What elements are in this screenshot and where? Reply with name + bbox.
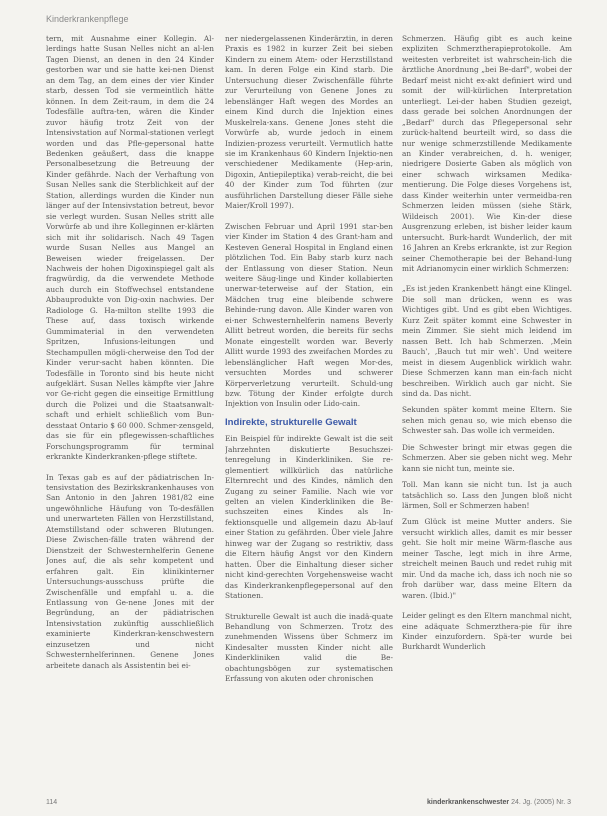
- column-right: [402, 34, 572, 794]
- paragraph: Leider gelingt es den Eltern manchmal nicht, eine adäquate Schmerzthera-pie für ihre Kinder einzufordern. Spä-ter wurde bei Burkhardt Wunderlich: [402, 611, 572, 652]
- paragraph: Zwischen Februar und April 1991 star-ben vier Kinder im Station 4 des Grant-ham and Kesteven General Hospital in England einen plötzlichen Tod. Ein Baby starb kurz nach der Entlassung von dieser Station. Neun weitere Säug-linge und Kinder kollabierten unerwar-teterweise auf der Station, ein Mädchen trug eine bleibende schwere Behinde-rung davon. Alle Kinder waren von ei-ner Schwesternhelferin namens Beverly Allitt betreut worden, die bereits für sechs Monate eingestellt worden war. Beverly Allitt wurde 1993 des zweifachen Mordes zu lebenslänglicher Haft wegen Mor-des, versuchten Mordes und schwerer Körperverletzung verurteilt. Schuld-ung bzw. Tötung der Kinder erfolgte durch Injektion von Insulin oder Lido-cain.: [225, 221, 393, 409]
- column-left: [46, 34, 214, 794]
- quote-paragraph: Toll. Man kann sie nicht tun. Ist ja auch tatsächlich so. Lass den Jungen bloß nicht lärmen, Soll er Schmerzen haben!: [402, 480, 572, 511]
- quote-paragraph: Sekunden später kommt meine Eltern. Sie sehen mich genau so, wie mich ebenso die Schwester sah. Das wolle ich vermeiden.: [402, 405, 572, 436]
- quote-paragraph: Die Schwester bringt mir etwas gegen die Schmerzen. Aber sie geben nicht weg. Mehr kann sie nicht tun, meinte sie.: [402, 442, 572, 473]
- paragraph: ner niedergelassenen Kinderärztin, in deren Praxis es 1982 in kurzer Zeit bei sieben Kindern zu einem Atem- oder Herzstillstand kam. In deren Folge ein Kind starb. Die Untersuchung dieser Zwischenfälle führte zur Verurteilung von Genene Jones zu lebenslänger Haft wegen des Mordes an einem Kind durch die Injektion eines Muskelrela-xans. Genene Jones steht die Vorwürfe ab, wurde jedoch in einem Indizien-prozess verurteilt. Vermutlich hatte sie im Krankenhaus 60 Kindern Injektio-nen verschiedener Medikamente (Hep-arin, Digoxin, Antiepileptika) verab-reicht, die bei 40 der Kinder zum Tod führten (zur ausführlichen Darstellung dieser Fälle siehe Maier/Kroll 1997).: [225, 34, 393, 211]
- paragraph: Schmerzen. Häufig gibt es auch keine expliziten Schmerztherapieprotokolle. Am weitesten verbreitet ist wahrschein-lich die ärztliche Anordnung „bei Be-darf", wobei der Bedarf meist nicht ex-akt definiert wird und somit der will-kürlichen Interpretation unterliegt. Lei-der haben Studien gezeigt, dass gerade bei solchen Anordnungen der „Bedarf" durch das Pflegepersonal sehr zurück-haltend beurteilt wird, so dass die nur wenige schmerzstillende Medikamente an Kinder verabreichen, d. h. weniger, niedrigere Dosierte Gaben als möglich von einer schwach wirksamen Medika-mentierung. Die Folge dieses Vorgehens ist, dass Kinder weiterhin unter vermeidba-ren Schmerzen leiden müssen (siehe Stärk, Wildeisch 2001). Wie Kin-der diese Ausgrenzung erleben, ist bisher leider kaum untersucht. Burk-hardt Wunderlich, der mit 16 Jahren an Krebs erkrankte, ist zur Region seiner Chemotherapie bei der Behand-lung mit Adrianomycin einer wirklich Schmerzen:: [402, 34, 572, 273]
- page-number: 114: [46, 799, 58, 806]
- quote-paragraph: „Es ist jeden Krankenbett hängt eine Klingel. Die soll man drücken, wenn es was Wichtiges gibt. Und es gibt eben Wichtiges. Kurz Zeit später kommt eine Schwester in mein Zimmer. Sie sieht mich leidend im nassen Bett. Ich hab Schmerzen. ‚Mein Bauch‛, ‚Bauch tut mir weh‛. Und weitere meist in diesem Augenblick wirklich wahr. Diese Schmerzen kann man ein-fach nicht beschreiben. Wirklich auch gar nicht. Sie sind da. Das nicht.: [402, 284, 572, 398]
- publication-title: kinderkrankenschwester: [427, 799, 510, 806]
- paragraph: tern, mit Ausnahme einer Kollegin. Al-lerdings hatte Susan Nelles nicht an al-len Tagen Dienst, an denen in den 24 Kinder gestorben war und sie hatte kei-nen Dienst an dem Tag, an dem eines der vier Kinder starb, dessen Tod sie vermeintlich hätte können. In dem Zeit-raum, in dem die 24 Todesfälle auftra-ten, wären die Kinder zuvor häufig trotz Zeit von der Intensivstation auf Normal-stationen verlegt worden und das Pfle-gepersonal hatte Bedenken geäußert, dass die knappe Personalbesetzung die Betreuung der Kinder gefährde. Nach der Verhaftung von Susan Nelles sank die Sterblichkeit auf der Station, allerdings wurden die Kinder nun länger auf der Intensivstation betreut, bevor sie verlegt wurden. Susan Nelles stritt alle Vorwürfe ab und ihre Kolleginnen er-klärten sich mit ihr solidarisch. Nach 49 Tagen wurde Susan Nelles aus Mangel an Beweisen wieder freigelassen. Der Nachweis der hohen Digoxinspiegel galt als fragwürdig, da die verwendete Methode auch durch ein Stoffwechsel entstandene Abbauprodukte von Dig-oxin nachwies. Der Radiologe G. Ha-milton stellte 1993 die These auf, dass toxisch wirkende Gummimaterial in den verwendeten Spritzen, Infusions-leitungen und Stechampullen mögli-cherweise den Tod der Kinder verur-sacht haben könnten. Die Todesfälle in Toronto sind bis heute nicht aufgeklärt. Susan Nelles kämpfte vier Jahre vor Ge-richt gegen die einseitige Ermittlung durch die Polizei und die Staatsanwalt-schaft und erhielt schließlich vom Bun-desstaat Ontario $ 60 000. Schmer-zensgeld, das sie für ein pflegewissen-schaftliches Forschungsprogramm für terminal erkrankte Kinderkranken-pflege stiftete.: [46, 34, 214, 462]
- paragraph: Ein Beispiel für indirekte Gewalt ist die seit Jahrzehnten diskutierte Besuchszei-tenregelung in Kinderkliniken. Sie re-glementiert willkürlich das natürliche Elternrecht und des Kindes, nämlich den Zugang zu seiner Familie. Nach wie vor gelten an vielen Kinderkliniken die Be-suchszeiten eines Kindes als In-fektionsquelle und allgemein dazu Ab-lauf einer Station zu gefährden. Über viele Jahre hinweg war der Zugang so restriktiv, dass die Eltern häufig Angst vor den Kindern hatten. Über die Einhaltung dieser sicher nicht kind-gerechten Vorgehensweise wacht das Kinderkrankenpflegepersonal auf den Stationen.: [225, 434, 393, 601]
- paragraph: In Texas gab es auf der pädiatrischen In-tensivstation des Bezirkskrankenhauses von San Antonio in den Jahren 1981/82 eine ungewöhnliche Häufung von To-desfällen und unerwarteten Fällen von Herzstillstand, Atemstillstand oder schweren Blutungen. Diese Zwischen-fälle traten während der Dienstzeit der Schwesternhelferin Genene Jones auf, die als sehr kompetent und erfahren galt. Ein klinikinterner Untersuchungs-ausschuss prüfte die Zwischenfälle und empfahl u. a. die Entlassung von Ge-nene Jones mit der Begründung, an der pädiatrischen Intensivstation zukünftig ausschließlich examinierte Kinderkran-kenschwestern einzusetzen und nicht Schwesternhelferinnen. Genene Jones arbeitete danach als Assistentin bei ei-: [46, 472, 214, 670]
- issue-info: 24. Jg. (2005) Nr. 3: [511, 799, 571, 806]
- column-middle: [225, 34, 393, 794]
- quote-paragraph: Zum Glück ist meine Mutter anders. Sie versucht wirklich alles, damit es mir besser geht. Sie holt mir meine Wärm-flasche aus meiner Tasche, legt mich in ihre Arme, streichelt meinen Bauch und redet ruhig mit mir. Und da mache ich, dass ich noch nie so froh darüber war, dass meine Eltern da waren. (Ibid.)": [402, 517, 572, 600]
- section-heading: Indirekte, strukturelle Gewalt: [225, 416, 357, 428]
- running-header: Kinderkrankenpflege: [46, 14, 129, 24]
- paragraph: Strukturelle Gewalt ist auch die inadä-quate Behandlung von Schmerzen. Trotz des zunehmenden Wissens über Schmerz im Kindesalter mussten Kinder nicht alle Kinderkliniken valid die Be-obachtungsbögen zur systematischen Erfassung von akuten oder chronischen: [225, 611, 393, 684]
- footer-publication: [427, 799, 571, 806]
